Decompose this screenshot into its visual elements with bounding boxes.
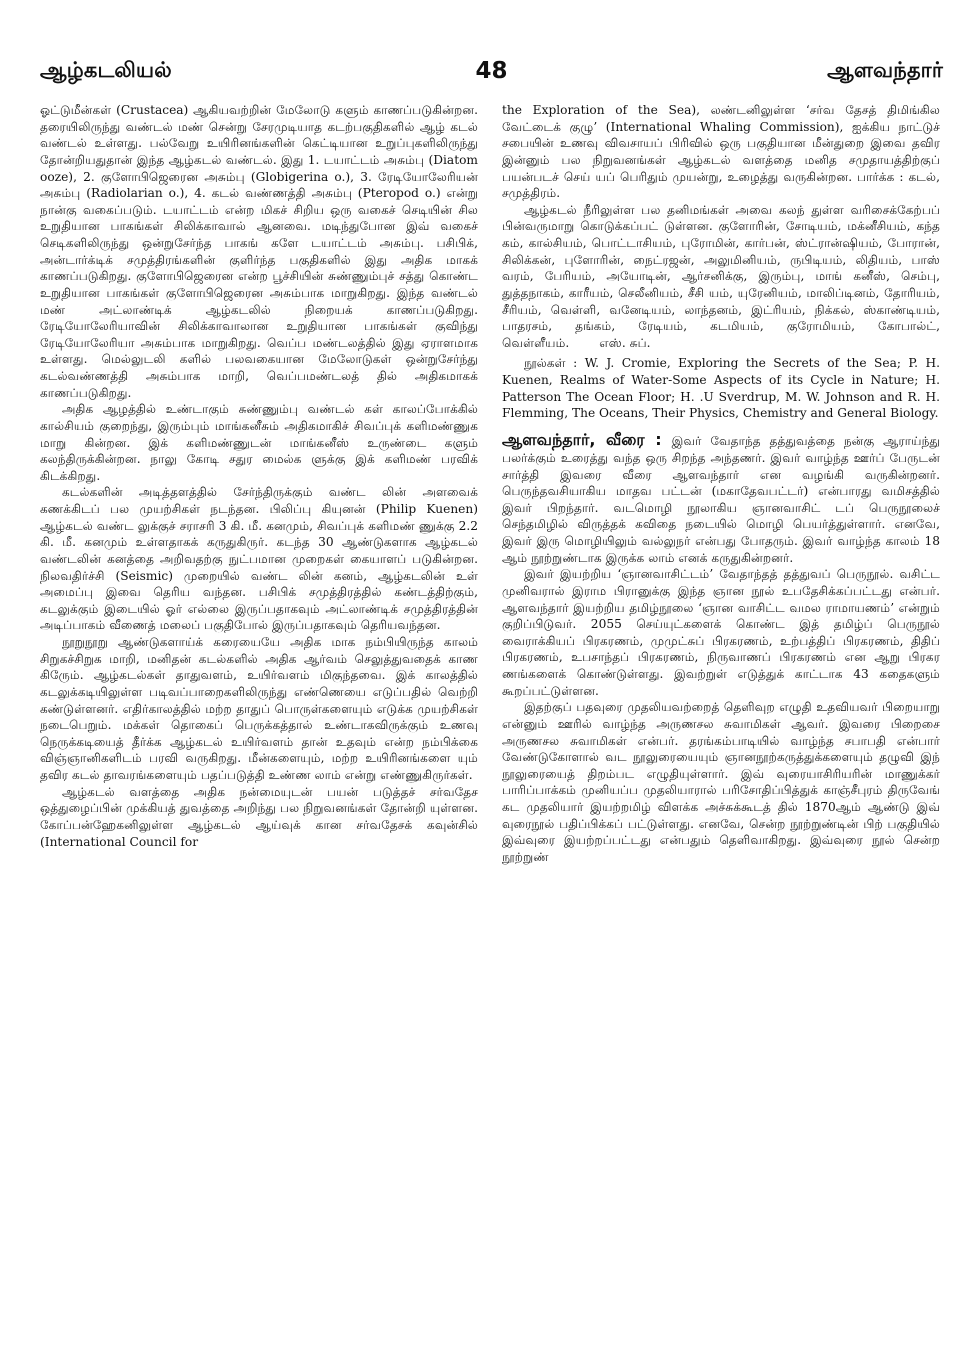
page-number: 48 xyxy=(475,58,508,84)
right-column xyxy=(502,102,940,1323)
paragraph: நூறுநூறு ஆண்டுகளாய்க் கரையையே அதிக மாக நம்பியிருந்த காலம் சிறுகச்சிறுக மாறி, மனிதன் கடல்களில் அதிக ஆர்வம் செலுத்துவதைக் காண கிருேம். ஆழ்கடல்கள் தாதுவளம், உயிர்வளம் மிகுந்தவை. இக் காலத்தில் கடலுக்கடியிலுள்ள படிவப்பாறைகளிலிருந்து எண்ணெயை எடுப்பதில் வெற்றி கண்டுள்ளனர். எதிர்காலத்தில் மற்ற தாதுப் பொருள்களையும் எடுக்க முயற்சிகள் நடைபெறும். மக்கள் தொகைப் பெருக்கத்தால் உண்டாகவிருக்கும் உணவு நெருக்கடியைத் தீர்க்க ஆழ்கடல் உயிர்வளம் தான் உதவும் என்ற நம்பிக்கை விஞ்ஞானிகளிடம் பரவி வருகிறது. மீன்களையும், மற்ற உயிரினங்களை யும் தவிர கடல் தாவரங்களையும் பதப்படுத்தி உண்ண லாம் என்று எண்ணுகிருர்கள். xyxy=(40,635,478,782)
paragraph: இவர் இயற்றிய ‘ஞானவாசிட்டம்’ வேதாந்தத் தத்துவப் பெருநூல். வசிட்ட முனிவரால் இராம பிரானுக்கு இந்த ஞான நூல் உபதேசிக்கப்பட்டது என்பர். ஆளவந்தார் இயற்றிய தமிழ்நூலை ‘ஞான வாசிட்ட வமல ராமாயணம்’ என்றும் குறிப்பிடுவர். 2055 செய்யுட்களைக் கொண்ட இத் தமிழ்ப் பெருநூல் வைராக்கியப் பிரகரணம், முமுட்சுப் பிரகரணம், உற்பத்திப் பிரகரணம், திதிப் பிரகரணம், உபசாந்தப் பிரகரணம், நிருவாணப் பிரகரணம் என ஆறு பிரகர ணங்களைக் கொண்டுள்ளது. இவற்றுள் எடுத்துக் காட்டாக 43 கதைகளும் கூறப்பட்டுள்ளன. xyxy=(502,567,940,698)
paragraph: அதிக ஆழத்தில் உண்டாகும் சுண்ணும்பு வண்டல் கள் காலப்போக்கில் கால்சியம் குறைந்து, இரும்பும் மாங்கனீசும் அதிகமாகிச் சிவப்புக் களிமண்ணுக மாறு கின்றன. இக் களிமண்ணுடன் மாங்கனீஸ் உருண்டை களும் கலந்திருக்கின்றன. நாலு கோடி சதுர மைல்க ளுக்கு இக் களிமண் பரவிக் கிடக்கிறது. xyxy=(40,402,478,483)
page-header xyxy=(40,58,943,94)
running-head-right: ஆளவந்தார் xyxy=(827,58,943,82)
entry-heading: ஆளவந்தார், வீரை : xyxy=(502,429,662,449)
paragraph: ஆழ்கடல் வளத்தை அதிக நன்மையுடன் பயன் படுத்தச் சர்வதேச ஒத்துழைப்பின் முக்கியத் துவத்தை அறிந்து பல நிறுவனங்கள் தோன்றி யுள்ளன. கோப்பன்ஹேகனிலுள்ள ஆழ்கடல் ஆய்வுக் கான சர்வதேசக் கவுன்சில் (International Council for xyxy=(40,784,478,849)
author-signature: எஸ். சுப். xyxy=(599,335,651,350)
paragraph: ஓட்டுமீன்கள் (Crustacea) ஆகியவற்றின் மேலோடு களும் காணப்படுகின்றன. தரையிலிருந்து வண்டல் மண் சென்று சேரமுடியாத கடற்பகுதிகளில் ஆழ் கடல் வண்டல் உள்ளது. பல்வேறு உயிரினங்களின் கெட்டியான உறுப்புகளிலிருந்து தோன்றியதுதான் இந்த ஆழ்கடல் வண்டல். இது 1. டயாட்டம் அசும்பு (Diatom ooze), 2. குளோபிஜெரைன அசும்பு (Globigerina o.), 3. ரேடியோலேரியன் அசும்பு (Radiolarian o.), 4. கடல் வண்ணத்தி அசும்பு (Pteropod o.) என்று நான்கு வகைப்படும். டயாட்டம் என்ற மிகச் சிறிய ஒரு வகைச் செடியின் சில உறுதியான பாகங்கள் சிலிக்காவால் ஆனவை. மடிந்துபோன இவ் வகைச் செடிகளிலிருந்து ஒன்றுசேர்ந்த பாகங் களே டயாட்டம் அசும்பு. பசிபிக், அன்டார்க்டிக் சமுத்திரங்களின் குளிர்ந்த பகுதிகளில் இது அதிக மாகக் காணப்படுகிறது. குளோபிஜெரைன என்ற பூச்சியின் சுண்ணும்புச் சத்து கொண்ட உறுதியான பாகங்கள் குளோபிஜெரைன அசும்பாக மாறுகிறது. இந்த வண்டல் மண் அட்லாண்டிக் ஆழ்கடலில் நிறையக் காணப்படுகிறது. ரேடியோலேரியாவின் சிலிக்காவாலான உறுதியான பாகங்கள் குவிந்து ரேடியோலேரியா அசும்பாக மாறுகிறது. வெப்ப மண்டலத்தில் இது ஏராளமாக உள்ளது. மெல்லுடலி களில் பலவகையான மேலோடுகள் ஒன்றுசேர்ந்து கடல்வண்ணத்தி அசும்பாக மாறி, வெப்பமண்டலத் தில் அதிகமாகக் காணப்படுகிறது. xyxy=(40,103,478,400)
entry-first-paragraph xyxy=(502,430,940,566)
left-column xyxy=(40,102,478,1323)
paragraph: இதற்குப் பதவுரை முதலியவற்றைத் தெளிவுற எழுதி உதவியவர் பிறையாறு என்னும் ஊரில் வாழ்ந்த அருணசல சுவாமிகள் ஆவர். இவரை பிறைசை அருணசல சுவாமிகள் என்பர். தரங்கம்பாடியில் வாழ்ந்த சபாபதி என்பார் வேண்டுகோளால் வட நூலுரையையும் ஞானநூற்கருத்துக்களையும் தழுவி இந் நூலுரையைத் திறம்பட எழுதியுள்ளார். இவ் வுரையாசிரியரின் மாணுக்கர் பாரிப்பாக்கம் முனியப்ப முதலியாரால் பரிசோதிப்பித்துக் காஞ்சீபுரம் திருவேங் கட முதலியார் இயற்றமிழ் விளக்க அச்சுக்கூடத் தில் 1870ஆம் ஆண்டு இவ் வுரைநூல் பதிப்பிக்கப் பட்டுள்ளது. எனவே, சென்ற நூற்றுண்டின் பிற் பகுதியில் இவ்வுரை இயற்றப்பட்டது என்பதும் தெளிவாகிறது. இவ்வுரை நூல் சென்ற நூற்றுண் xyxy=(502,700,940,864)
elements-text: ஆழ்கடல் நீரிலுள்ள பல தனிமங்கள் அவை கலந் துள்ள வரிசைக்கேற்பப் பின்வருமாறு கொடுக்கப்பட் டுள்ளன. குளோரின், சோடியம், மக்னீசியம், கந்த கம், கால்சியம், பொட்டாசியம், புரோமின், கார்பன், ஸ்ட்ரான்ஷியம், போரான், சிலிக்கன், புளோரின், நைட்ரஜன், அலுமினியம், ருபிடியம், லிதியம், பாஸ் வரம், பேரியம், அயோடின், ஆர்சனிக்கு, இரும்பு, மாங் கனீஸ், செம்பு, துத்தநாகம், காரீயம், செலீனியம், சீசி யம், யுரேனியம், மாலிப்டினம், தோரியம், சீரியம், வெள்ளி, வனேடியம், லாந்தனம், இட்ரியம், நிக்கல், ஸ்காண்டியம், பாதரசம், தங்கம், ரேடியம், கடமியம், குரோமியம், கோபால்ட், வெள்ளீயம். xyxy=(502,202,940,350)
running-head-left: ஆழ்கடலியல் xyxy=(40,58,172,82)
elements-paragraph xyxy=(502,202,940,352)
paragraph: கடல்களின் அடித்தளத்தில் சேர்ந்திருக்கும் வண்ட லின் அளவைக் கணக்கிடப் பல முயற்சிகள் நடந்தன. பிலிப்பு கியுனன் (Philip Kuenen) ஆழ்கடல் வண்ட லுக்குச் சராசரி 3 கி. மீ. கனமும், சிவப்புக் களிமண் ணுக்கு 2.2 கி. மீ. கனமும் உள்ளதாகக் கருதுகிருர். கடந்த 30 ஆண்டுகளாக ஆழ்கடல் வண்டலின் கனத்தை அறிவதற்கு நுட்பமான முறைகள் கையாளப் படுகின்றன. நிலவதிர்ச்சி (Seismic) முறையில் வண்ட லின் கனம், ஆழ்கடலின் உள் அமைப்பு இவை தெரிய வந்தன. பசிபிக் சமுத்திரத்தில் கண்டத்திற்கும், கடலுக்கும் இடையில் ஓர் எல்லை இருப்பதாகவும் அட்லாண்டிக் சமுத்திரத்தின் அடிப்பாகம் வீணைத் மலைப் பகுதிபோல் இருப்பதாகவும் தெரியவந்தன. xyxy=(40,485,478,633)
references: நூல்கள் : W. J. Cromie, Exploring the Secrets of the Sea; P. H. Kuenen, Realms of Water-Some Aspects of its Cycle in Nature; H. Patterson The Ocean Floor; H. .U Sverdrup, M. W. Johnson and R. H. Flemming, The Oceans, Their Physics, Chemistry and General Biology. xyxy=(502,356,940,421)
entry-text: இவர் வேதாந்த தத்துவத்தை நன்கு ஆராய்ந்து பலர்க்கும் உரைத்து வந்த ஒரு சிறந்த அந்தணர். இவர் வாழ்ந்த ஊர்ப் பேருடன் சார்த்தி இவரை வீரை ஆளவந்தார் என வழங்கி வருகின்றனர். பெருந்தவசியாகிய மாதவ பட்டன் (மகாதேவபட்டர்) என்பாரது வமிசத்தில் இவர் பிறந்தார். வடமொழி நூலாகிய ஞானவாசிட் டப் பெருநூலைச் செந்தமிழில் விருத்தக் கவிதை நடையில் மொழி பெயர்த்துள்ளார். எனவே, இவர் இரு மொழியிலும் வல்லுநர் என்பது போதரும். இவர் வாழ்ந்த காலம் 18 ஆம் நூற்றுண்டாக இருக்க லாம் எனக் கருதுகின்றனர். xyxy=(502,433,940,565)
paragraph-continuation: the Exploration of the Sea), லண்டனிலுள்ள ‘சர்வ தேசத் திமிங்கில வேட்டைக் குழு’ (International Whaling Commission), ஐக்கிய நாட்டுச் சபையின் உணவு விவசாயப் பிரிவில் ஒரு பகுதியான மீன்துறை இவை தவிர இன்னும் பல நிறுவனங்கள் ஆழ்கடல் வளத்தை மனித சமுதாயத்திற்குப் பயன்படச் செய் யப் பெரிதும் முயன்று, உழைத்து வருகின்றன. பார்க்க : கடல், சமுத்திரம். xyxy=(502,103,940,201)
